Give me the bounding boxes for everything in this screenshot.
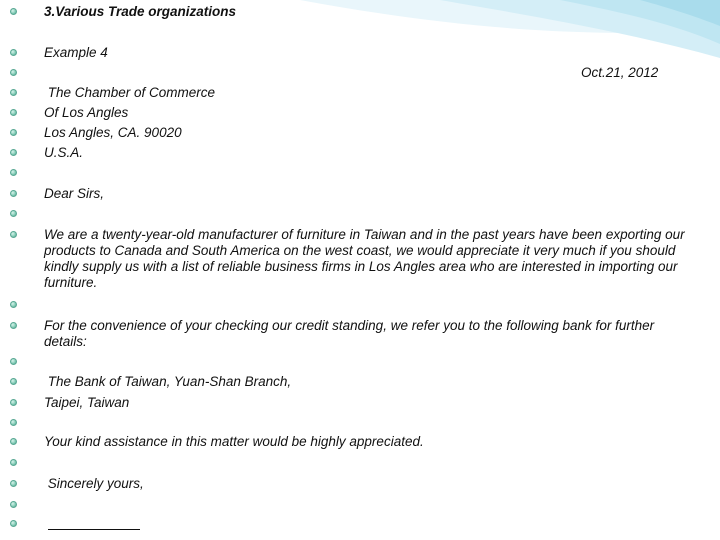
- body-paragraph-2: For the convenience of your checking our credit standing, we refer you to the following bank for further details:: [44, 318, 655, 349]
- bullet-icon: [10, 459, 17, 466]
- letter-date: Oct.21, 2012: [581, 65, 659, 80]
- bullet-icon: [10, 190, 17, 197]
- bullet-icon: [10, 399, 17, 406]
- bullet-icon: [10, 322, 17, 329]
- signoff: Sincerely yours,: [44, 476, 144, 491]
- bullet-icon: [10, 480, 17, 487]
- bullet-icon: [10, 520, 17, 527]
- bullet-icon: [10, 8, 17, 15]
- bullet-icon: [10, 438, 17, 445]
- bullet-icon: [10, 501, 17, 508]
- body-paragraph-1: We are a twenty-year-old manufacturer of furniture in Taiwan and in the past years have been exporting our products to Canada and South America on the west coast, we would appreciate it very much if you should kindly supply us with a list of reliable business firms in Los Angles area who are interested in importing our furniture.: [44, 227, 685, 290]
- closing-line: Your kind assistance in this matter would be highly appreciated.: [44, 434, 424, 449]
- bank-name: The Bank of Taiwan, Yuan-Shan Branch,: [44, 374, 292, 389]
- signature-line: [48, 516, 140, 530]
- bullet-icon: [10, 210, 17, 217]
- bullet-icon: [10, 109, 17, 116]
- recipient-city: Of Los Angles: [44, 105, 129, 120]
- recipient-address: Los Angles, CA. 90020: [44, 125, 182, 140]
- bullet-icon: [10, 301, 17, 308]
- bank-location: Taipei, Taiwan: [44, 395, 130, 410]
- recipient-country: U.S.A.: [44, 145, 84, 160]
- bullet-icon: [10, 419, 17, 426]
- bullet-icon: [10, 89, 17, 96]
- bullet-icon: [10, 231, 17, 238]
- bullet-icon: [10, 358, 17, 365]
- bullet-icon: [10, 49, 17, 56]
- bullet-icon: [10, 149, 17, 156]
- example-label: Example 4: [44, 45, 108, 60]
- bullet-icon: [10, 378, 17, 385]
- slide-title: 3.Various Trade organizations: [44, 4, 237, 19]
- bullet-icon: [10, 129, 17, 136]
- bullet-icon: [10, 69, 17, 76]
- salutation: Dear Sirs,: [44, 186, 105, 201]
- bullet-icon: [10, 169, 17, 176]
- recipient-name: The Chamber of Commerce: [44, 85, 216, 100]
